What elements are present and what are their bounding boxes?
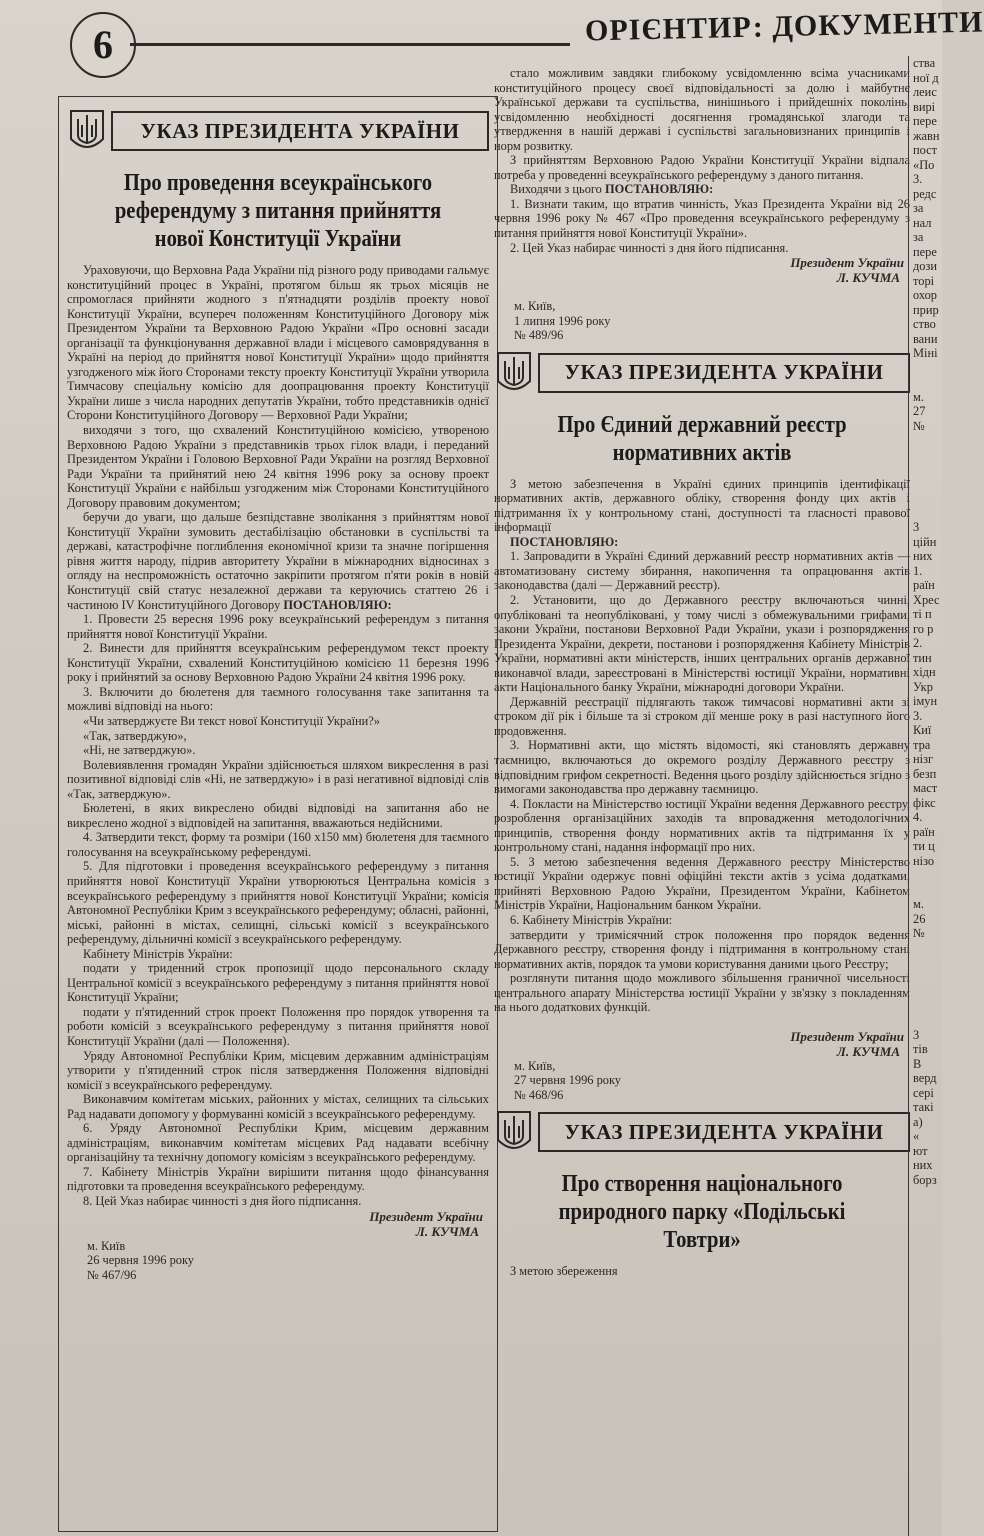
page-number: 6 xyxy=(70,12,136,78)
decree-paragraph: «Чи затверджуєте Ви текст нової Конституції України?» xyxy=(83,713,380,728)
text-fragment xyxy=(909,984,948,999)
text-fragment: за xyxy=(913,201,924,215)
decree-continuation-body xyxy=(494,66,910,255)
text-fragment xyxy=(909,868,948,883)
text-fragment: 27 xyxy=(913,404,926,418)
text-fragment: хідн xyxy=(913,665,936,679)
text-fragment: за xyxy=(913,230,924,244)
decree-paragraph: 1. Провести 25 вересня 1996 року всеукраїнський референдум з питання прийняття нової Конституції України. xyxy=(67,612,489,641)
trident-emblem-icon xyxy=(67,107,107,155)
text-fragment: 3. xyxy=(913,708,923,723)
text-fragment: Укр xyxy=(913,679,933,694)
text-fragment: них xyxy=(913,549,933,563)
text-fragment: 26 xyxy=(913,911,926,926)
text-fragment: № xyxy=(913,926,925,940)
text-fragment: а) xyxy=(913,1114,923,1129)
decree-body xyxy=(67,263,489,1209)
text-fragment: леис xyxy=(913,85,937,99)
text-fragment: ти ц xyxy=(913,839,935,853)
decree-paragraph: 6. Уряду Автономної Республіки Крим, місцевим державним адміністраціям, виконавчим комітетам місцевих Рад надавати всебічну організаційну та технічну допомогу комісіям з всеукраїнського референдуму. xyxy=(67,1121,489,1165)
decree-paragraph: стало можливим завдяки глибокому усвідомленню всіма учасниками конституційного процесу своєї відповідальності за долю і майбутнє Української держави та суспільства, нинішнього і прийдешніх поколінь, усвідомленню необхідності досягнення громадянської злагоди та утвердження в нашій державі і суспільстві загальновизнаних принципів і норм розвитку. xyxy=(494,66,910,153)
text-fragment: ства xyxy=(913,56,936,70)
text-fragment: верд xyxy=(913,1071,937,1085)
text-fragment: охор xyxy=(913,288,938,302)
decree-paragraph: 5. Для підготовки і проведення всеукраїнського референдуму з питання прийняття нової Конституції України утворюються Центральна комісія з всеукраїнського референдуму з прийняття нової Конституції України; комісія Автономної Республіки Крим з всеукраїнського референдуму; обласні, районні, міські, районні в містах, селищні, сільські комісії з всеукраїнського референдуму, дільничні комісії з всеукраїнського референдуму. xyxy=(67,859,489,947)
text-fragment: ство xyxy=(913,317,936,331)
decree-paragraph: виходячи з того, що схвалений Конституційною комісією, утвореною Верховною Радою України з представників трьох гілок влади, і переданий Президентом України і Головою Верховної Ради України на розгляд Верховної Ради України та прийнятий нею 24 квітня 1996 року за основу проект Конституції України є найбільш узгодженим між Сторонами Конституційного Договору правовим документом; xyxy=(67,423,489,510)
decree-date: 27 червня 1996 року xyxy=(514,1073,622,1088)
signature-title: Президент України xyxy=(369,1208,483,1224)
text-fragment: ті п xyxy=(913,607,932,621)
decree-city: м. Київ, xyxy=(514,299,556,314)
text-fragment: борз xyxy=(913,1172,937,1187)
decree-column-1 xyxy=(58,96,498,1532)
decree-paragraph: З метою збереження xyxy=(510,1264,618,1279)
decree-paragraph: 3. Нормативні акти, що містять відомості, які становлять державну таємницю, включаються до окремого розділу Державного реєстру з відповідним грифом секретності. Ведення цього розділу здійснюється згідно з вимогами законодавства про державну таємницю. xyxy=(494,738,910,797)
decree-city: м. Київ, xyxy=(514,1058,556,1073)
text-fragment: них xyxy=(913,1158,933,1172)
decree-paragraph: 6. Кабінету Міністрів України: xyxy=(510,913,673,928)
text-fragment: маст xyxy=(913,781,938,795)
text-fragment: Міні xyxy=(913,346,938,360)
text-fragment: нал xyxy=(913,215,932,230)
decree-banner xyxy=(494,1106,910,1158)
decree-word: ПОСТАНОВЛЯЮ: xyxy=(280,597,392,612)
banner-label: УКАЗ ПРЕЗИДЕНТА УКРАЇНИ xyxy=(111,111,489,151)
text-fragment xyxy=(909,433,948,448)
decree-paragraph: 4. Затвердити текст, форму та розміри (160 х150 мм) бюлетеня для таємного голосування на всеукраїнському референдумі. xyxy=(67,830,489,859)
text-fragment: 3. xyxy=(913,172,923,186)
decree-paragraph: З метою забезпечення в Україні єдиних принципів ідентифікації нормативних актів, державного обліку, створення фонду цих актів і підтримання їх у контрольному стані, доступності та гласності правової інформації xyxy=(494,476,910,535)
decree-paragraph: 2. Цей Указ набирає чинності з дня його підписання. xyxy=(510,240,789,255)
text-fragment: В xyxy=(913,1056,922,1071)
decree-paragraph: Виходячи з цього ПОСТАНОВЛЯЮ: xyxy=(510,182,714,197)
text-fragment: ют xyxy=(913,1143,928,1158)
text-fragment xyxy=(909,477,948,492)
decree-number: № 489/96 xyxy=(514,328,564,343)
decree-paragraph: Уряду Автономної Республіки Крим, місцевим державним адміністраціям утворити у п'ятиденний строк після затвердження Положення відповідні комісії з всеукраїнського референдуму. xyxy=(67,1048,489,1092)
text-fragment xyxy=(909,361,948,376)
text-fragment: такі xyxy=(913,1100,934,1114)
header-rule xyxy=(130,43,570,46)
text-fragment xyxy=(909,491,948,506)
text-fragment xyxy=(909,375,948,390)
decree-number: № 467/96 xyxy=(87,1267,137,1282)
text-fragment: вирі xyxy=(913,99,936,114)
decree-paragraph: 2. Винести для прийняття всеукраїнським референдумом текст проекту Конституції України, схвалений Конституційною комісією 11 березня 1996 року і прийнятий за основу Верховною Радою України 24 квітня 1996 року. xyxy=(67,641,489,685)
decree-date: 1 липня 1996 року xyxy=(514,313,611,328)
text-fragment: прир xyxy=(913,302,939,317)
decree-paragraph: 1. Визнати таким, що втратив чинність, Указ Президента України від 26 червня 1996 року № 467 «Про проведення всеукраїнського референдуму з питання прийняття нової Конституції України». xyxy=(494,196,910,241)
text-fragment: раїн xyxy=(913,578,935,592)
signature-name: Л. КУЧМА xyxy=(836,1043,900,1059)
text-fragment xyxy=(909,448,948,463)
text-fragment: дози xyxy=(913,259,938,273)
section-title: ОРІЄНТИР: ДОКУМЕНТИ xyxy=(584,5,984,48)
decree-paragraph: 4. Покласти на Міністерство юстиції України ведення Державного реєстру, розроблення організаційних заходів та впровадження методологічних принципів, створення фонду нормативних актів та підтримання їх у контрольному стані, надання інформації про них. xyxy=(494,796,910,855)
text-fragment: пост xyxy=(913,143,938,157)
cropped-column-3 xyxy=(908,56,948,1536)
decree-paragraph: затвердити у тримісячний строк положення про порядок ведення Державного реєстру, створення фонду і підтримання в контрольному стані нормативних актів, порядок та умови користування даними цього Реєстру; xyxy=(494,927,910,971)
signature-name: Л. КУЧМА xyxy=(836,270,900,286)
text-fragment: редс xyxy=(913,186,937,201)
text-fragment xyxy=(909,970,948,985)
decree-paragraph: подати у триденний строк пропозиції щодо персонального складу Центральної комісії з всеукраїнського референдуму з питання прийняття нової Конституції України; xyxy=(67,961,489,1005)
decree-paragraph: Виконавчим комітетам міських, районних у містах, селищних та сільських Рад надавати допомогу у формуванні комісій з всеукраїнського референдуму. xyxy=(67,1092,489,1121)
decree-paragraph: Бюлетені, в яких викреслено обидві відповіді на запитання або не викреслено жодної з відповідей на запитання, вважаються недійсними. xyxy=(67,801,489,830)
text-fragment: 3 xyxy=(913,520,920,534)
text-fragment xyxy=(909,1013,948,1028)
text-fragment: м. xyxy=(913,389,924,404)
decree-banner xyxy=(67,105,489,157)
decree-title: Про проведення всеукраїнського референдуму з питання прийняття нової Конституції України xyxy=(114,170,442,252)
text-fragment: ної д xyxy=(913,70,939,85)
decree-paragraph: 3. Включити до бюлетеня для таємного голосування таке запитання та можливі відповіді на нього: xyxy=(67,684,489,714)
text-fragment: тин xyxy=(913,650,932,665)
decree-paragraph: Державній реєстрації підлягають також тимчасові нормативні акти зі строком дії рік і більше та зі строком дії менше року в разі наступного його продовження. xyxy=(494,694,910,738)
text-fragment: жавн xyxy=(913,128,940,143)
text-fragment: го р xyxy=(913,621,934,636)
text-fragment xyxy=(909,462,948,477)
decree-paragraph: беручи до уваги, що дальше безпідставне зволікання з прийняттям нової Конституції України зумовить дестабілізацію обстановки в суспільстві та державі, катастрофічне поглиблення економічної кризи та значне погіршення рівня життя народу, підрив авторитету України в міжнародних відносинах з огляду на неспроможність остаточно закріпити протягом п'яти років в новій Конституції свій статус незалежної держави та керуючись статтею 26 і частиною IV Конституційного Договору ПОСТАНОВЛЯЮ: xyxy=(67,510,489,612)
decree-paragraph: Кабінету Міністрів України: xyxy=(83,946,233,961)
banner-label: УКАЗ ПРЕЗИДЕНТА УКРАЇНИ xyxy=(538,353,910,393)
text-fragment: нізо xyxy=(913,853,935,868)
decree-title: Про Єдиний державний реєстр нормативних актів xyxy=(557,411,847,466)
text-fragment: пере xyxy=(913,244,937,259)
text-fragment: № xyxy=(913,418,925,433)
text-fragment: «По xyxy=(913,157,935,172)
text-fragment: Хрес xyxy=(913,592,940,607)
text-fragment: 2. xyxy=(913,636,923,650)
decree-paragraph: 8. Цей Указ набирає чинності з дня його підписання. xyxy=(83,1194,362,1208)
signature-name: Л. КУЧМА xyxy=(415,1223,479,1239)
decree-paragraph: «Ні, не затверджую». xyxy=(83,743,196,758)
text-fragment: раїн xyxy=(913,824,935,839)
text-fragment xyxy=(909,955,948,970)
text-fragment: тів xyxy=(913,1042,928,1056)
decree-number: № 468/96 xyxy=(514,1087,564,1102)
text-fragment xyxy=(909,999,948,1014)
decree-paragraph: «Так, затверджую», xyxy=(83,728,187,743)
decree-paragraph: 5. З метою забезпечення ведення Державного реєстру Міністерство юстиції України одержує повні офіційні тексти актів з усіма додатками, прийняті Верховною Радою України, Президентом України, Кабінетом Міністрів України, Національним банком України. xyxy=(494,854,910,913)
decree-paragraph: подати у п'ятиденний строк проект Положення про порядок утворення та роботи комісій з всеукраїнського референдуму з питання прийняття нової Конституції України (далі — Положення). xyxy=(67,1004,489,1048)
text-fragment: 3 xyxy=(913,1027,920,1042)
decree-paragraph: розглянути питання щодо можливого збільшення граничної чисельності центрального апарату Міністерства юстиції України у зв'язку з покладенням на нього додаткових функцій. xyxy=(494,971,910,1015)
text-fragment: сері xyxy=(913,1085,934,1100)
text-fragment: м. xyxy=(913,897,924,911)
signature-title: Президент України xyxy=(790,255,904,271)
text-fragment: торі xyxy=(913,273,935,288)
text-fragment: Киї xyxy=(913,723,932,737)
text-fragment xyxy=(909,941,948,956)
banner-label: УКАЗ ПРЕЗИДЕНТА УКРАЇНИ xyxy=(538,1112,910,1152)
cropped-text xyxy=(909,56,948,1187)
decree-paragraph: Волевиявлення громадян України здійснюється шляхом викреслення в разі позитивної відповіді слів «Ні, не затверджую» і в разі негативної відповіді слів «Так, затверджую». xyxy=(67,757,489,801)
text-fragment xyxy=(909,506,948,521)
decree-paragraph: 7. Кабінету Міністрів України вирішити питання щодо фінансування підготовки та проведення всеукраїнського референдуму. xyxy=(67,1164,489,1194)
text-fragment: імун xyxy=(913,694,938,708)
text-fragment xyxy=(909,883,948,898)
text-fragment: безп xyxy=(913,766,937,781)
decree-title: Про створення національного природного парку «Подільські Товтри» xyxy=(558,1171,846,1254)
signature-title: Президент України xyxy=(790,1028,904,1044)
text-fragment: нізг xyxy=(913,752,934,766)
text-fragment: 4. xyxy=(913,810,923,824)
trident-emblem-icon xyxy=(494,1108,534,1156)
text-fragment: « xyxy=(913,1129,920,1143)
decree-paragraph: 2. Установити, що до Державного реєстру включаються чинні, опубліковані та неопубліковані, у тому числі з обмежувальними грифами, закони України, постанови Верховної Ради України, укази і розпорядження Президента України, декрети, постанови і розпорядження Кабінету Міністрів України, нормативні акти міністерств, інших центральних органів державної виконавчої влади, зареєстровані в Міністерстві юстиції України, нормативні акти Національного банку України, міжнародні договори України. xyxy=(494,592,910,695)
trident-emblem-icon xyxy=(494,349,534,397)
text-fragment: вани xyxy=(913,331,938,346)
decree-banner xyxy=(494,347,910,399)
decree-paragraph: Ураховуючи, що Верховна Рада України під різного роду приводами гальмує конституційний процес в Україні, протягом більш як трьох місяців не спромоглася прийняти жодного з п'ятнадцяти розділів проекту нової Конституції України, всупереч положенням Конституційного Договору між Президентом України та Верховною Радою України «Про основні засади організації та функціонування державної влади і місцевого самоврядування в Україні на період до прийняття нової Конституції України» щодо прийняття узгодженого між його Сторонами тексту проекту Конституції України утворила Тимчасову спеціальну комісію для доопрацювання проекту Конституції України лише з числа народних депутатів України, тобто представників однієї Сторони Конституційного Договору — Верховної Ради України; xyxy=(67,263,489,423)
decree-word: ПОСТАНОВЛЯЮ: xyxy=(601,182,714,197)
decree-word: ПОСТАНОВЛЯЮ: xyxy=(510,534,619,549)
decree-paragraph: З прийняттям Верховною Радою України Конституції України відпала потреба у проведенні всеукраїнського референдуму з даного питання. xyxy=(494,153,910,182)
text-fragment: ційн xyxy=(913,534,937,549)
text-fragment: пере xyxy=(913,114,937,128)
decree-body xyxy=(494,477,910,1015)
decree-column-2 xyxy=(486,66,918,1526)
decree-paragraph: 1. Запровадити в Україні Єдиний державний реєстр нормативних актів — автоматизовану систему збирання, накопичення та опрацювання актів законодавства (далі — Державний реєстр). xyxy=(494,549,910,593)
decree-city: м. Київ xyxy=(87,1238,126,1253)
text-fragment: тра xyxy=(913,737,931,752)
decree-date: 26 червня 1996 року xyxy=(87,1253,195,1268)
text-fragment: фікс xyxy=(913,795,936,810)
text-fragment: 1. xyxy=(913,563,923,578)
